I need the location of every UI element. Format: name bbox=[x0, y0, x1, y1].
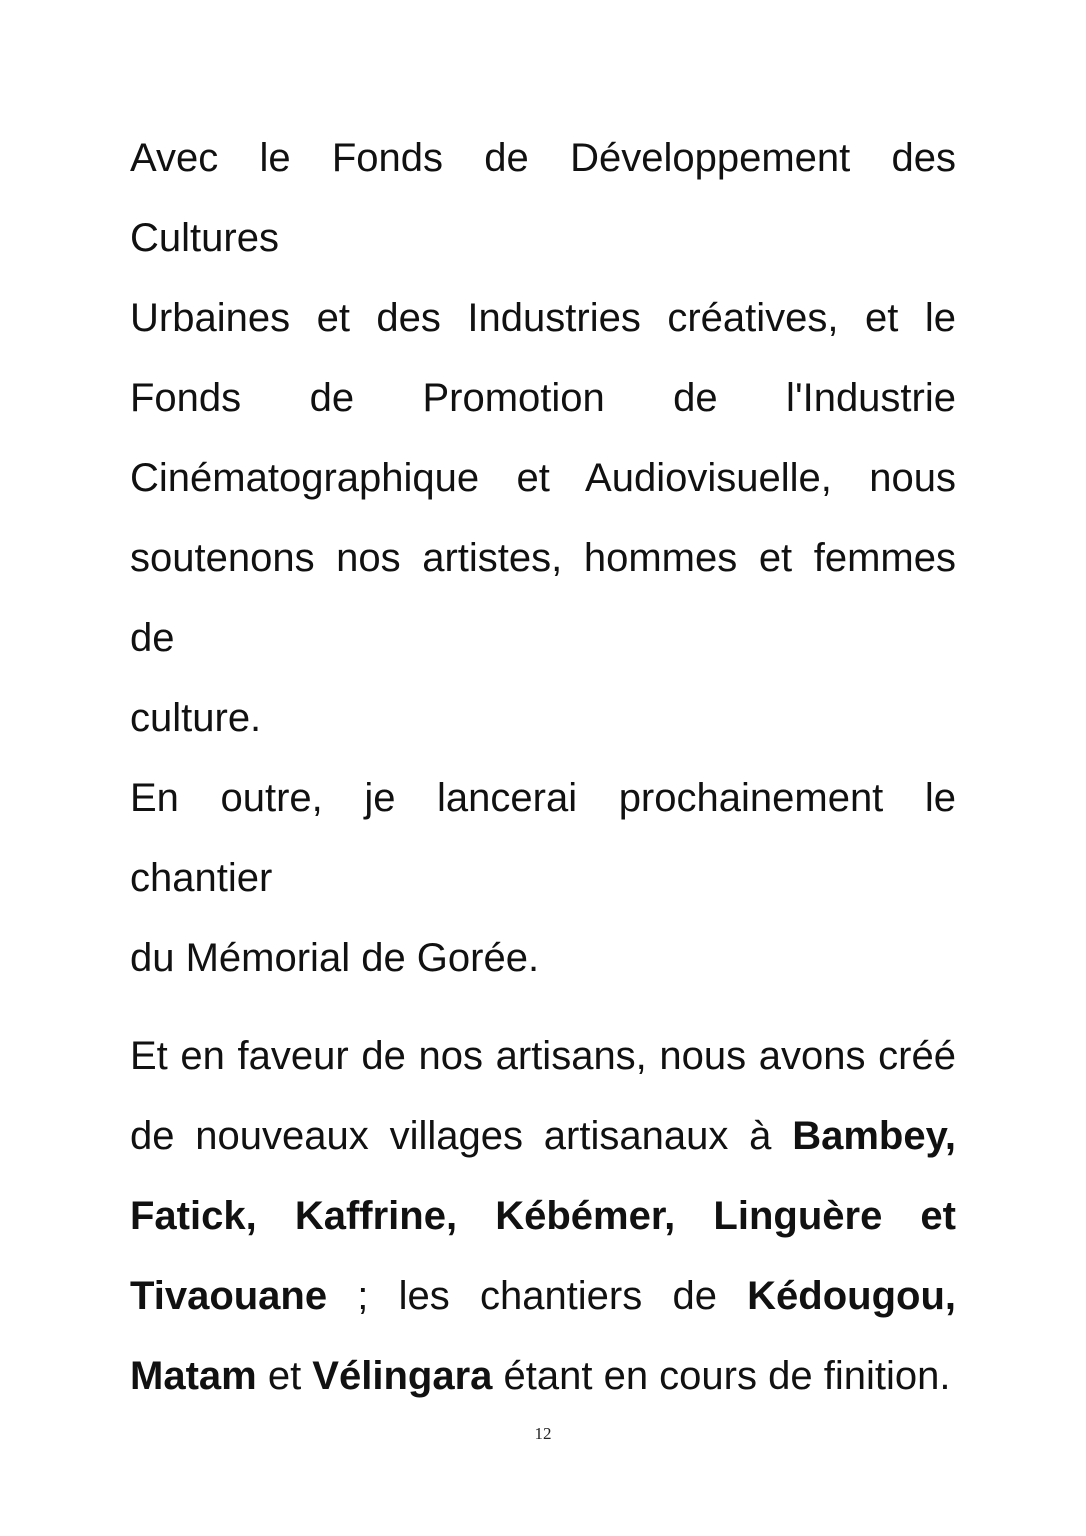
text-line: Fonds de Promotion de l'Industrie bbox=[130, 376, 956, 420]
text-line: culture. bbox=[130, 696, 262, 740]
paragraph-artisans bbox=[130, 1016, 956, 1416]
text-line bbox=[130, 1336, 956, 1416]
text-line: En outre, je lancerai prochainement le chantier bbox=[130, 776, 956, 900]
text-line: Et en faveur de nos artisans, nous avons créé bbox=[130, 1034, 956, 1078]
text-line: soutenons nos artistes, hommes et femmes de bbox=[130, 536, 956, 660]
text-line: Cinématographique et Audiovisuelle, nous bbox=[130, 456, 956, 500]
place-name: Tivaouane bbox=[130, 1274, 328, 1318]
text-run: et bbox=[256, 1354, 313, 1398]
place-name: Bambey, bbox=[792, 1114, 956, 1158]
text-line: Avec le Fonds de Développement des Cultures bbox=[130, 136, 956, 260]
page-number: 12 bbox=[534, 1424, 552, 1443]
text-run: étant en cours de finition. bbox=[492, 1354, 951, 1398]
text-run: ; les chantiers de bbox=[327, 1274, 748, 1318]
place-names: Fatick, Kaffrine, Kébémer, Linguère et bbox=[130, 1194, 956, 1238]
text-line bbox=[130, 1256, 956, 1336]
place-name: Matam bbox=[130, 1354, 257, 1398]
text-line bbox=[130, 1096, 956, 1176]
text-line: du Mémorial de Gorée. bbox=[130, 936, 540, 980]
paragraph-funds bbox=[130, 118, 956, 758]
place-name: Vélingara bbox=[312, 1354, 493, 1398]
text-line bbox=[130, 1176, 956, 1256]
body-text bbox=[130, 118, 956, 1416]
text-line: Urbaines et des Industries créatives, et le bbox=[130, 296, 956, 340]
place-name: Kédougou, bbox=[747, 1274, 956, 1318]
text-run: de nouveaux villages artisanaux à bbox=[130, 1114, 793, 1158]
paragraph-memorial bbox=[130, 758, 956, 998]
